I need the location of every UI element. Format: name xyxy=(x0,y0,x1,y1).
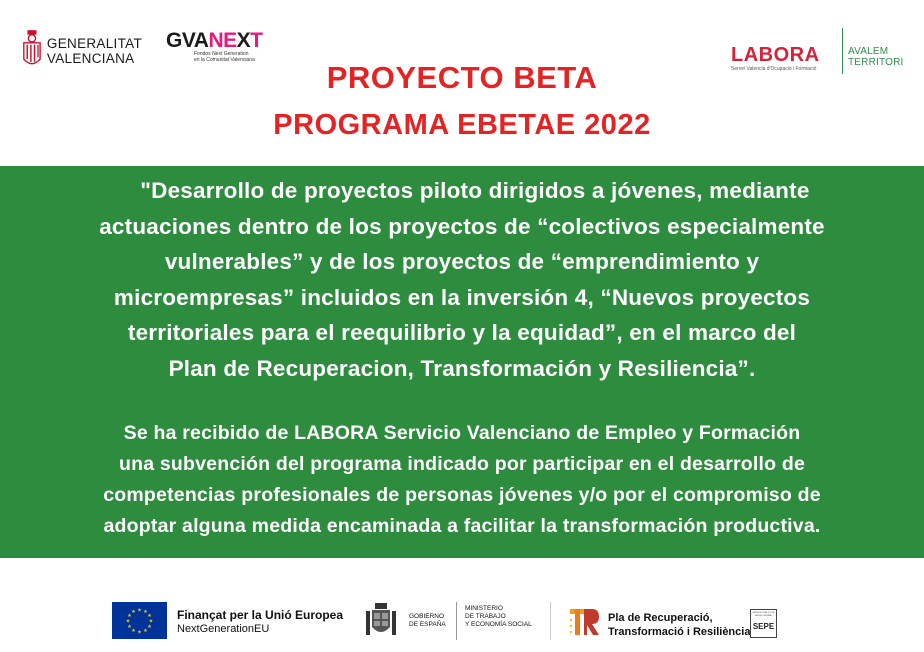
footer-divider xyxy=(456,602,457,640)
spain-coat-of-arms-icon xyxy=(364,601,398,641)
gvanext-wordmark xyxy=(166,30,278,52)
recovery-plan-tr-icon xyxy=(568,606,602,638)
svg-text:★: ★ xyxy=(143,609,148,615)
page-title: PROYECTO BETA xyxy=(326,60,598,95)
svg-text:★: ★ xyxy=(148,618,154,625)
paragraph2-line: competencias profesionales de personas jóvenes y/o por el compromiso de xyxy=(103,484,821,506)
sepe-small-text: SERVICIO PÚBLICO DE EMPLEO ESTATAL xyxy=(752,612,775,617)
eu-flag-icon xyxy=(112,602,167,639)
sepe-logo xyxy=(750,609,777,638)
labora-wordmark: LABORA xyxy=(731,44,820,66)
gvanext-part-gva: GVA xyxy=(166,29,209,52)
generalitat-line2: VALENCIANA xyxy=(46,51,135,66)
paragraph1-line: vulnerables” y de los proyectos de “emprendimiento y xyxy=(164,249,760,274)
paragraph1-line: actuaciones dentro de los proyectos de “colectivos especialmente xyxy=(99,213,825,239)
sepe-wordmark: SEPE xyxy=(752,622,775,631)
svg-text:★: ★ xyxy=(143,628,148,634)
svg-text:★: ★ xyxy=(147,624,152,630)
gvanext-subtitle-2: en la Comunitat Valenciana xyxy=(194,56,255,63)
recovery-plan-label-line1: Pla de Recuperació, xyxy=(608,612,713,624)
avalem-line2: TERRITORI xyxy=(848,57,904,68)
generalitat-line1: GENERALITAT xyxy=(46,36,142,51)
paragraph1-line: Plan de Recuperacion, Transformación y Resiliencia”. xyxy=(168,355,756,381)
ministry-line3: Y ECONOMÍA SOCIAL xyxy=(465,621,532,628)
gvanext-subtitle-1: Fondos Next Generation xyxy=(194,51,249,57)
svg-text:★: ★ xyxy=(147,613,152,619)
footer-divider xyxy=(550,602,551,640)
paragraph1-line: microempresas” incluidos en la inversión 4, “Nuevos proyectos xyxy=(113,284,811,310)
gobierno-line1: GOBIERNO xyxy=(409,613,445,620)
svg-text:★: ★ xyxy=(137,607,142,614)
gobierno-line2: DE ESPAÑA xyxy=(409,620,446,628)
project-description-paragraph xyxy=(0,173,924,386)
avalem-line1: AVALEM xyxy=(848,46,889,57)
paragraph1-line: "Desarrollo de proyectos piloto dirigidos a jóvenes, mediante xyxy=(114,178,810,203)
ministry-label xyxy=(465,605,532,629)
paragraph2-line: una subvención del programa indicado por participar en el desarrollo de xyxy=(118,453,806,475)
labora-subtitle: Servei Valencià d'Ocupació i Formació xyxy=(731,66,817,72)
recovery-plan-label-line2: Transformació i Resiliència xyxy=(608,626,751,638)
gvanext-part-t: T xyxy=(250,29,263,52)
gobierno-espana-label xyxy=(409,613,446,628)
gvanext-part-ne: NE xyxy=(208,29,237,52)
subsidy-statement-paragraph xyxy=(0,418,924,542)
svg-text:★: ★ xyxy=(131,628,136,634)
ministry-line1: MINISTERIO xyxy=(465,605,503,612)
svg-text:★: ★ xyxy=(137,629,142,636)
paragraph1-line: territoriales para el reequilibrio y la equidad”, en el marco del xyxy=(127,320,797,345)
svg-text:★: ★ xyxy=(127,624,132,630)
ministry-line2: DE TRABAJO xyxy=(465,613,506,620)
gvanext-part-x: X xyxy=(236,29,251,52)
next-generation-eu-label: NextGenerationEU xyxy=(177,623,270,635)
svg-text:★: ★ xyxy=(127,613,132,619)
paragraph2-line: Se ha recibido de LABORA Servicio Valenciano de Empleo y Formación xyxy=(123,422,801,444)
page-subtitle: PROGRAMA EBETAE 2022 xyxy=(273,109,651,141)
paragraph2-line: adoptar alguna medida encaminada a facilitar la transformación productiva. xyxy=(103,515,821,537)
eu-funding-label: Finançat per la Unió Europea xyxy=(177,608,344,622)
svg-text:★: ★ xyxy=(131,609,136,615)
svg-text:★: ★ xyxy=(125,618,131,625)
